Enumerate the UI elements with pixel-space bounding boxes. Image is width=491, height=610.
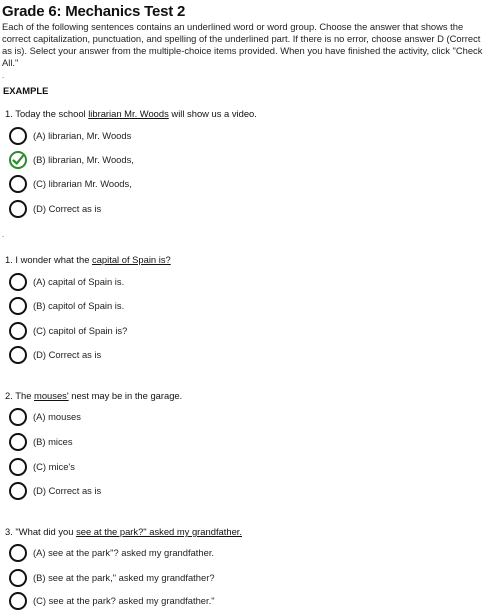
option-label: (B) mices — [33, 436, 73, 447]
q1-option-a[interactable] — [9, 273, 309, 291]
radio-button[interactable] — [9, 458, 27, 476]
option-label: (D) Correct as is — [33, 485, 102, 496]
question-3 — [5, 526, 242, 537]
option-label: (A) librarian, Mr. Woods — [33, 130, 132, 141]
option-label: (C) mice's — [33, 461, 75, 472]
radio-button[interactable] — [9, 433, 27, 451]
option-label: (D) Correct as is — [33, 349, 102, 360]
separator-dot: . — [2, 230, 5, 239]
radio-button-checked[interactable] — [9, 151, 27, 169]
option-label: (A) see at the park"? asked my grandfather. — [33, 547, 215, 558]
q2-option-b[interactable] — [9, 433, 309, 451]
q3-option-a[interactable] — [9, 544, 309, 562]
radio-button[interactable] — [9, 200, 27, 218]
question-1 — [5, 254, 171, 265]
radio-button[interactable] — [9, 273, 27, 291]
question-text-after: nest may be in the garage. — [68, 390, 183, 401]
checkmark-icon — [12, 154, 24, 166]
radio-button[interactable] — [9, 482, 27, 500]
question-text-before: 1. I wonder what the — [5, 254, 93, 265]
q1-option-d[interactable] — [9, 346, 309, 364]
option-label: (B) librarian, Mr. Woods, — [33, 154, 134, 165]
instructions: Each of the following sentences contains an underlined word or word group. Choose the answer that shows the correct capitalization, punctuation, and spelling of the underlined part. If there is no error, choose answer D (Correct as is). Select your answer from the multiple-choice items provided. When you have finished the activity, click "Check All." — [2, 21, 483, 68]
example-label: EXAMPLE — [3, 85, 49, 96]
option-label: (C) librarian Mr. Woods, — [33, 178, 132, 189]
underlined-text: see at the park?" asked my grandfather. — [76, 526, 243, 537]
question-text-before: 3. "What did you — [5, 526, 77, 537]
example-question — [5, 108, 257, 119]
question-text-after: will show us a video. — [168, 108, 257, 119]
q1-option-c[interactable] — [9, 322, 309, 340]
option-label: (C) see at the park? asked my grandfather." — [33, 595, 215, 606]
option-label: (A) capital of Spain is. — [33, 276, 125, 287]
radio-button[interactable] — [9, 346, 27, 364]
example-option-c[interactable] — [9, 175, 309, 193]
page-title: Grade 6: Mechanics Test 2 — [2, 3, 186, 20]
q3-option-c[interactable] — [9, 592, 309, 610]
separator-dot: . — [2, 71, 5, 80]
radio-button[interactable] — [9, 592, 27, 610]
option-label: (B) capitol of Spain is. — [33, 300, 125, 311]
underlined-text: mouses' — [34, 390, 69, 401]
example-option-a[interactable] — [9, 127, 309, 145]
radio-button[interactable] — [9, 408, 27, 426]
radio-button[interactable] — [9, 322, 27, 340]
radio-button[interactable] — [9, 297, 27, 315]
option-label: (A) mouses — [33, 411, 81, 422]
q3-option-b[interactable] — [9, 569, 309, 587]
q2-option-c[interactable] — [9, 458, 309, 476]
q1-option-b[interactable] — [9, 297, 309, 315]
underlined-text: librarian Mr. Woods — [88, 108, 169, 119]
question-2 — [5, 390, 182, 401]
example-option-d[interactable] — [9, 200, 309, 218]
q2-option-a[interactable] — [9, 408, 309, 426]
example-option-b[interactable] — [9, 151, 309, 169]
underlined-text: capital of Spain is? — [92, 254, 171, 265]
option-label: (C) capitol of Spain is? — [33, 325, 128, 336]
radio-button[interactable] — [9, 127, 27, 145]
radio-button[interactable] — [9, 544, 27, 562]
option-label: (B) see at the park," asked my grandfather? — [33, 572, 215, 583]
question-text-before: 2. The — [5, 390, 35, 401]
question-text-before: 1. Today the school — [5, 108, 89, 119]
option-label: (D) Correct as is — [33, 203, 102, 214]
radio-button[interactable] — [9, 175, 27, 193]
q2-option-d[interactable] — [9, 482, 309, 500]
radio-button[interactable] — [9, 569, 27, 587]
